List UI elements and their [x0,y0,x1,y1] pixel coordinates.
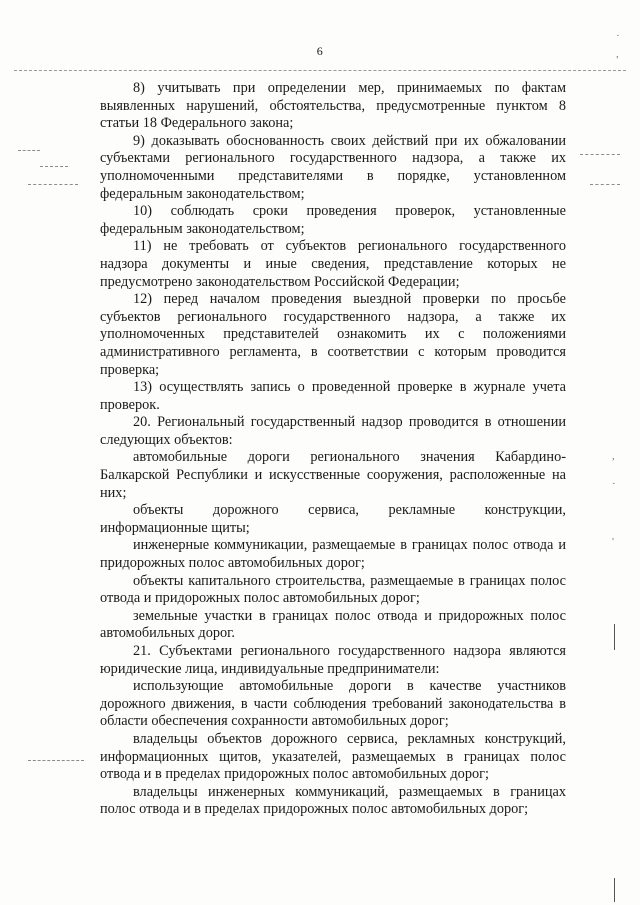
scan-dash-mark [40,166,68,167]
paragraph-item-13: 13) осуществлять запись о проведенной проверке в журнале учета проверок. [100,379,566,413]
paragraph-object-construction: объекты капитального строительства, размещаемые в границах полос отвода и придорожных полос автомобильных дорог; [100,572,566,607]
paragraph-item-9: 9) доказывать обоснованность своих действий при их обжаловании субъектами регионального государственного надзора, а также их уполномоченными представителями в порядке, установленном федеральным законодательством; [100,132,566,202]
scan-dash-mark [580,154,620,155]
scan-edge-line [614,624,615,650]
paragraph-section-21: 21. Субъектами регионального государственного надзора являются юридические лица, индивидуальные предприниматели: [100,643,566,677]
scan-speck: , [616,48,619,60]
document-body [100,80,566,819]
paragraph-item-10: 10) соблюдать сроки проведения проверок, установленные федеральным законодательством; [100,203,566,237]
paragraph-item-11: 11) не требовать от субъектов регионального государственного надзора документы и иные сведения, представление которых не предусмотрено законодательством Российской Федерации; [100,238,566,290]
page-number: 6 [316,44,324,58]
scan-top-rule [14,70,626,71]
paragraph-item-8: 8) учитывать при определении мер, принимаемых по фактам выявленных нарушений, обстоятельства, предусмотренные пунктом 8 статьи 18 Федерального закона; [100,80,566,132]
paragraph-subject-utility-owners: владельцы инженерных коммуникаций, размещаемых в границах полос отвода и в пределах придорожных полос автомобильных дорог; [100,783,566,818]
paragraph-object-service: объекты дорожного сервиса, рекламные конструкции, информационные щиты; [100,502,566,536]
scan-speck: ' [612,536,614,548]
scan-dash-mark [590,184,620,185]
scan-dash-mark [28,760,84,761]
paragraph-section-20: 20. Региональный государственный надзор проводится в отношении следующих объектов: [100,414,566,448]
paragraph-object-roads: автомобильные дороги регионального значения Кабардино-Балкарской Республики и искусственные сооружения, расположенные на них; [100,449,566,501]
scan-edge-line [614,878,615,902]
scan-speck: , [612,450,615,462]
paragraph-object-utilities: инженерные коммуникации, размещаемые в границах полос отвода и придорожных полос автомобильных дорог; [100,537,566,572]
paragraph-object-land: земельные участки в границах полос отвода и придорожных полос автомобильных дорог. [100,607,566,642]
scan-dash-mark [28,184,78,185]
scan-speck: · [612,478,616,490]
paragraph-subject-road-users: использующие автомобильные дороги в качестве участников дорожного движения, в части соблюдения требований законодательства в области обеспечения сохранности автомобильных дорог; [100,678,566,730]
paragraph-subject-service-owners: владельцы объектов дорожного сервиса, рекламных конструкций, информационных щитов, указателей, размещаемых в границах полос отвода и в пределах придорожных полос автомобильных дорог; [100,730,566,783]
scan-speck: · [616,30,620,42]
paragraph-item-12: 12) перед началом проведения выездной проверки по просьбе субъектов регионального государственного надзора, а также их уполномоченных представителей ознакомить их с положениями административного регламента, в соответствии с которым проводится проверка; [100,291,566,378]
scan-dash-mark [18,150,40,151]
